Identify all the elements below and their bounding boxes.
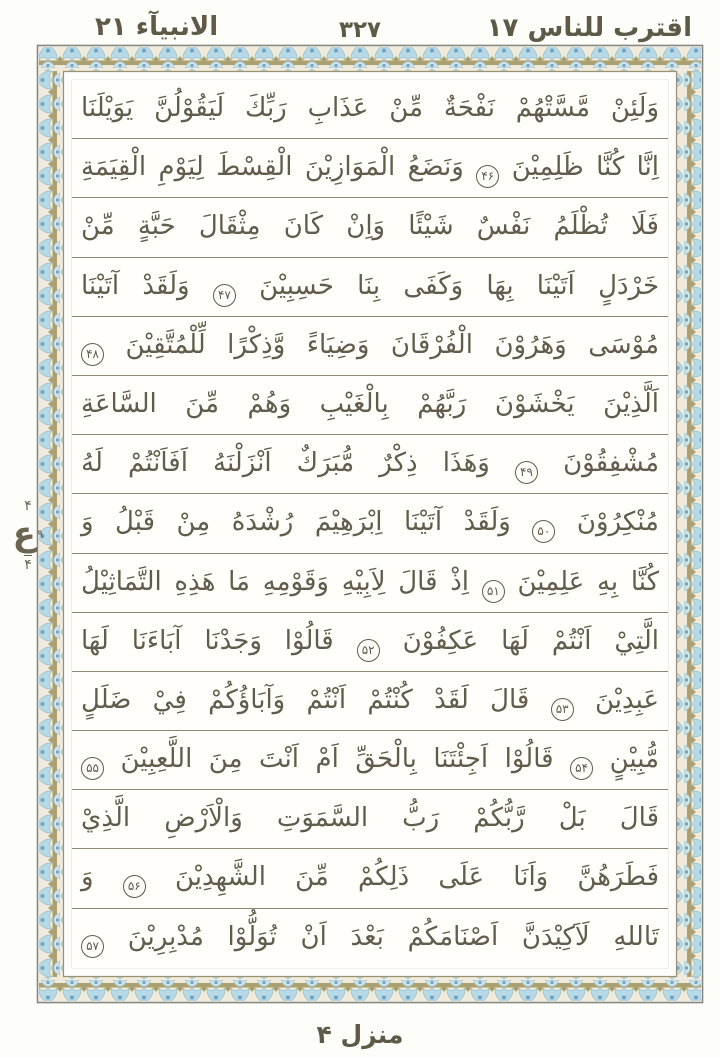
ayah-end-marker: ۴۸ (81, 343, 104, 366)
ayah-text: قَالَ بَلْ رَّبُّكُمْ رَبُّ السَّمَوَتِ وَالْاَرْضِ الَّذِيْ (81, 803, 659, 834)
ayah-text: قَالَ لَقَدْ كُنْتُمْ اَنْتُمْ وَآبَاؤُكُمْ فِيْ ضَلَلٍ (81, 684, 530, 715)
ayah-end-marker: ۴۹ (515, 461, 538, 484)
ayah-text: عَبِدِيْنَ (594, 684, 659, 715)
quran-line-2 (72, 139, 668, 198)
ayah-text: مُوْسَى وَهَرُوْنَ الْفُرْقَانَ وَضِيَاءً وَّذِكْرًا لِّلْمُتَّقِيْنَ (125, 329, 660, 360)
ruku-letter-row (13, 514, 44, 554)
juz-label: اقترب للناس ١٧ (486, 13, 692, 43)
quran-line-4 (72, 258, 668, 317)
ayah-text: اِذْ قَالَ لِاَبِيْهِ وَقَوْمِهِ مَا هَذِهِ التَّمَاثِيْلُ (81, 566, 470, 597)
ayah-text: وَلَئِنْ مَّسَّتْهُمْ نَفْحَةٌ مِّنْ عَذَابِ رَبِّكَ لَيَقُوْلُنَّ يَوَيْلَنَا (81, 93, 659, 123)
ayah-end-marker: ۴۶ (476, 165, 499, 188)
ayah-text: خَرْدَلٍ اَتَيْنَا بِهَا وَكَفَى بِنَا حَسِبِيْنَ (259, 270, 660, 301)
ayah-text: اَلَّذِيْنَ يَخْشَوْنَ رَبَّهُمْ بِالْغَيْبِ وَهُمْ مِّنَ السَّاعَةِ (81, 388, 659, 419)
quran-line-3 (72, 198, 668, 257)
manzil-label: منزل ۴ (316, 1020, 404, 1049)
quran-line-1 (72, 80, 668, 139)
ruku-surah-count: ۴ (24, 498, 32, 514)
ayah-end-marker: ۵۲ (357, 639, 380, 662)
surah-label: الانبيآء ٢١ (95, 12, 219, 42)
quran-line-12 (72, 731, 668, 790)
quran-line-10 (72, 613, 668, 672)
page-header (0, 6, 720, 46)
ruku-marker (5, 498, 51, 573)
quran-line-5 (72, 317, 668, 376)
quran-text-area (72, 80, 668, 968)
ayah-text: تَاللهِ لَاَكِيْدَنَّ اَصْنَامَكُمْ بَعْدَ اَنْ تُوَلُّوْا مُدْبِرِيْنَ (127, 921, 660, 952)
ayah-end-marker: ۵۴ (570, 757, 593, 780)
ayah-text: قَالُوْا اَجِئْتَنَا بِالْحَقِّ اَمْ اَنْتَ مِنَ اللَّعِبِيْنَ (120, 744, 554, 775)
page-number: ٣٢٧ (338, 17, 382, 43)
ayah-text: وَهَذَا ذِكْرٌ مُّبَرَكٌ اَنْزَلْنَهُ اَفَاَنْتُمْ لَهُ (81, 448, 490, 479)
ayah-text: وَنَضَعُ الْمَوَازِيْنَ الْقِسْطَ لِيَوْمِ الْقِيَمَةِ (81, 152, 464, 183)
ayah-text: الَّتِيْ اَنْتُمْ لَهَا عَكِفُوْنَ (402, 625, 660, 656)
ayah-text: كُنَّا بِهِ عَلِمِيْنَ (517, 566, 660, 597)
ayah-text: فَطَرَهُنَّ وَاَنَا عَلَى ذَلِكُمْ مِّنَ الشَّهِدِيْنَ (174, 862, 660, 893)
quran-line-6 (72, 376, 668, 435)
ayah-text: وَلَقَدْ آتَيْنَا اِبْرَهِيْمَ رُشْدَهُ مِنْ قَبْلُ وَ (81, 507, 511, 538)
quran-line-8 (72, 494, 668, 553)
ayah-text: قَالُوْا وَجَدْنَا آبَاءَنَا لَهَا (81, 625, 334, 656)
ayah-end-marker: ۵۷ (81, 935, 104, 958)
quran-line-11 (72, 672, 668, 731)
quran-line-14 (72, 849, 668, 908)
quran-line-15 (72, 909, 668, 968)
ayah-text: مُنْكِرُوْنَ (576, 507, 659, 538)
ruku-ayah-count: ۹ (36, 527, 44, 541)
ayah-end-marker: ۵۱ (482, 580, 505, 603)
quran-line-13 (72, 790, 668, 849)
ruku-ain-letter: ع (12, 514, 36, 554)
ayah-end-marker: ۵۶ (123, 875, 146, 898)
ayah-text: فَلَا تُظْلَمُ نَفْسٌ شَيْئًا وَاِنْ كَانَ مِثْقَالَ حَبَّةٍ مِّنْ (81, 211, 659, 242)
ayah-text: مُّبِيْنٍ (609, 744, 660, 775)
ruku-juz-count: ۴ (24, 557, 32, 573)
quran-line-7 (72, 435, 668, 494)
quran-line-9 (72, 554, 668, 613)
ayah-text: مُشْفِقُوْنَ (563, 448, 660, 479)
ayah-end-marker: ۵۳ (551, 698, 574, 721)
ayah-end-marker: ۵۰ (532, 520, 555, 543)
ayah-text: اِنَّا كُنَّا ظَلِمِيْنَ (511, 152, 660, 183)
ayah-end-marker: ۴۷ (213, 284, 236, 307)
ayah-text: وَلَقَدْ آتَيْنَا (81, 270, 190, 301)
ayah-end-marker: ۵۵ (81, 757, 104, 780)
ayah-text: وَ (81, 862, 94, 893)
